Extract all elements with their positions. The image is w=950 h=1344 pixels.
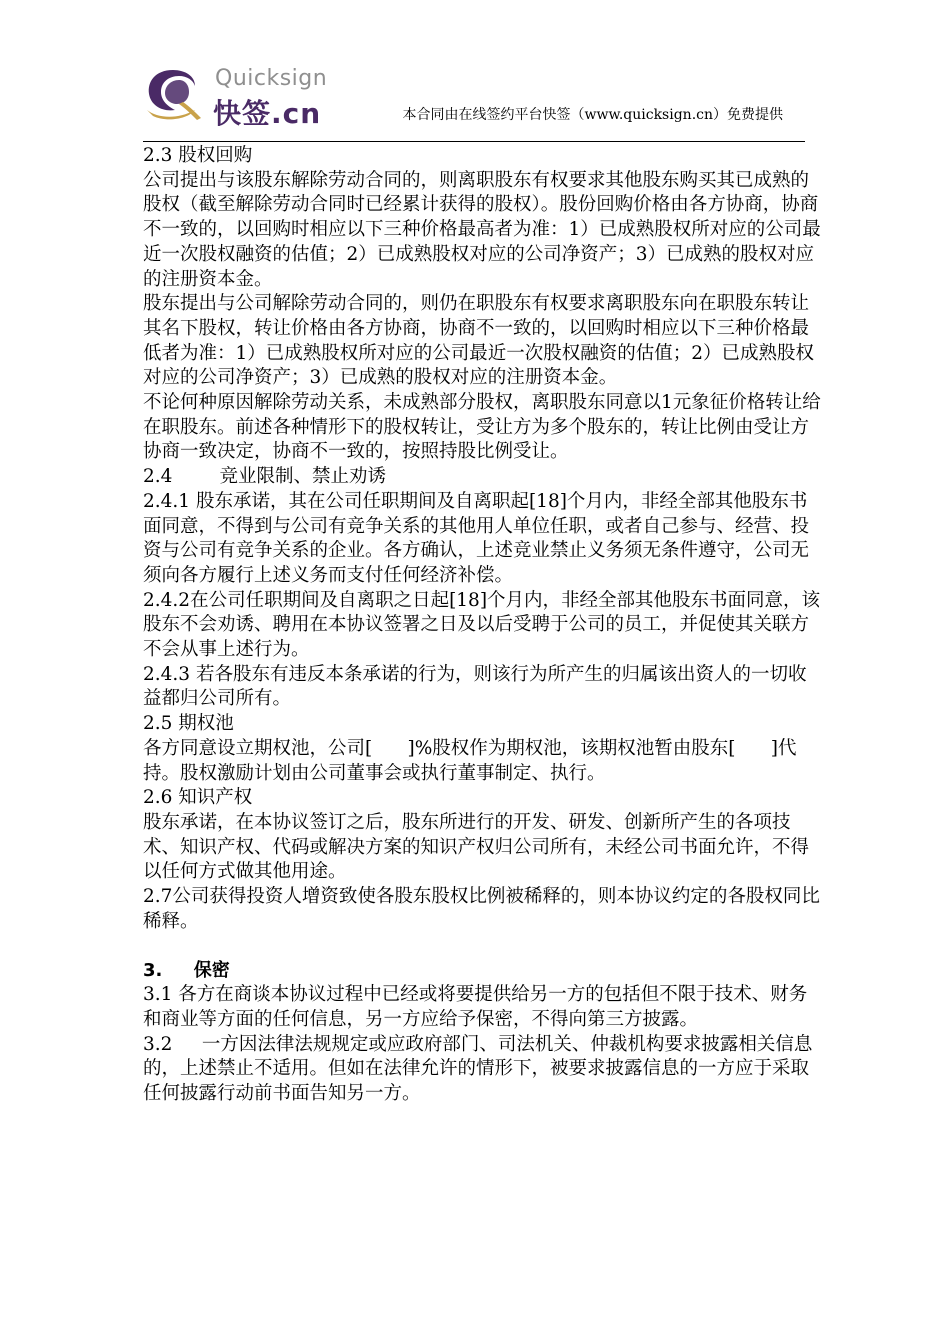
paragraph-2-4-2: 2.4.2在公司任职期间及自离职之日起[18]个月内，非经全部其他股东书面同意，该股东不会劝诱、聘用在本协议签署之日及以后受聘于公司的员工，并促使其关联方不会从事上述行为。 <box>143 589 821 661</box>
paragraph-3-2: 3.2 一方因法律法规规定或应政府部门、司法机关、仲裁机构要求披露相关信息的，上述禁止不适用。但如在法律允许的情形下，被要求披露信息的一方应于采取任何披露行动前书面告知另一方。 <box>143 1033 813 1105</box>
page-header <box>143 60 805 142</box>
section-2-3-title: 2.3 股权回购 <box>143 145 253 166</box>
logo-text-en: Quicksign <box>215 66 328 91</box>
paragraph-2-5: 各方同意设立期权池，公司[ ]%股权作为期权池，该期权池暂由股东[ ]代持。股权激励计划由公司董事会或执行董事制定、执行。 <box>143 737 797 784</box>
section-2-4-title: 2.4 竞业限制、禁止劝诱 <box>143 466 386 488</box>
document-body <box>143 144 823 1107</box>
paragraph-2-6: 股东承诺，在本协议签订之后，股东所进行的开发、研发、创新所产生的各项技术、知识产权、代码或解决方案的知识产权归公司所有，未经公司书面允许，不得以任何方式做其他用途。 <box>143 811 810 883</box>
section-2-5-title: 2.5 期权池 <box>143 713 234 735</box>
section-2-6-title: 2.6 知识产权 <box>143 787 253 809</box>
blank-line <box>143 935 823 959</box>
paragraph-2-4-1: 2.4.1 股东承诺，其在公司任职期间及自离职起[18]个月内，非经全部其他股东书面同意，不得到与公司有竞争关系的其他用人单位任职，或者自己参与、经营、投资与公司有竞争关系的企业。各方确认，上述竞业禁止义务须无条件遵守，公司无须向各方履行上述义务而支付任何经济补偿。 <box>143 490 810 586</box>
header-divider <box>143 141 805 142</box>
quicksign-logo <box>143 62 393 130</box>
paragraph-2-3-c: 不论何种原因解除劳动关系，未成熟部分股权，离职股东同意以1元象征价格转让给在职股东。前述各种情形下的股权转让，受让方为多个股东的，转让比例由受让方协商一致决定，协商不一致的，按照持股比例受让。 <box>143 392 821 463</box>
paragraph-2-3-b: 股东提出与公司解除劳动合同的，则仍在职股东有权要求离职股东向在职股东转让其名下股权，转让价格由各方协商，协商不一致的，以回购时相应以下三种价格最低者为准：1）已成熟股权所对应的公司最近一次股权融资的估值；2）已成熟股权对应的公司净资产；3）已成熟的股权对应的注册资本金。 <box>143 293 815 389</box>
paragraph-2-4-3: 2.4.3 若各股东有违反本条承诺的行为，则该行为所产生的归属该出资人的一切收益都归公司所有。 <box>143 663 807 710</box>
logo-text-cn: 快签.cn <box>213 97 322 130</box>
quicksign-logo-icon <box>143 66 205 122</box>
paragraph-2-7: 2.7公司获得投资人增资致使各股东股权比例被稀释的，则本协议约定的各股权同比稀释。 <box>143 886 820 932</box>
header-note: 本合同由在线签约平台快签（www.quicksign.cn）免费提供 <box>402 107 783 123</box>
paragraph-3-1: 3.1 各方在商谈本协议过程中已经或将要提供给另一方的包括但不限于技术、财务和商业等方面的任何信息，另一方应给予保密，不得向第三方披露。 <box>143 984 808 1030</box>
paragraph-2-3-a: 公司提出与该股东解除劳动合同的，则离职股东有权要求其他股东购买其已成熟的股权（截至解除劳动合同时已经累计获得的股权）。股份回购价格由各方协商，协商不一致的，以回购时相应以下三种价格最高者为准：1）已成熟股权所对应的公司最近一次股权融资的估值；2）已成熟股权对应的公司净资产；3）已成熟的股权对应的注册资本金。 <box>143 169 821 290</box>
section-3-heading: 3. 保密 <box>143 959 230 981</box>
